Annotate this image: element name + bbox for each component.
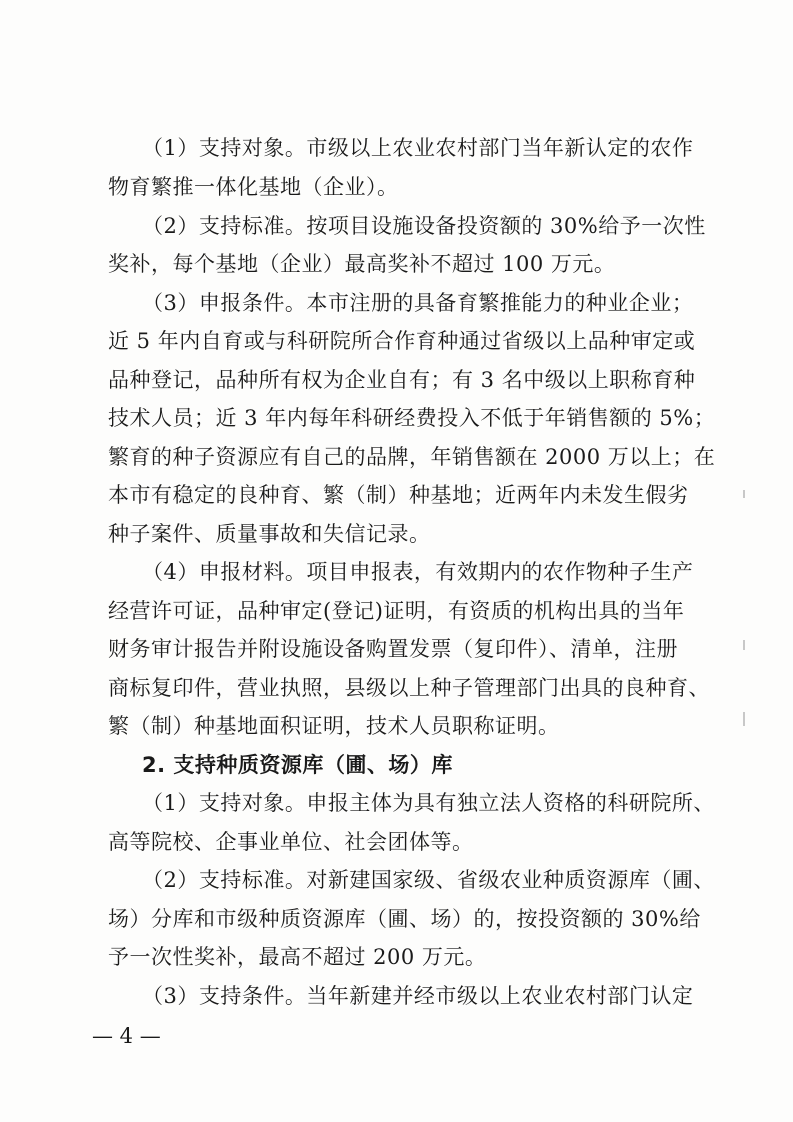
- para-6-line-3: 予一次性奖补，最高不超过 200 万元。: [108, 945, 487, 969]
- para-6-line-1: （2）支持标准。对新建国家级、省级农业种质资源库（圃、: [142, 868, 715, 892]
- para-4-line-3: 财务审计报告并附设施设备购置发票（复印件）、清单，注册: [108, 637, 678, 661]
- para-5-line-2: 高等院校、企事业单位、社会团体等。: [108, 830, 474, 854]
- para-2-line-2: 奖补，每个基地（企业）最高奖补不超过 100 万元。: [108, 252, 616, 276]
- para-2-line-1: （2）支持标准。按项目设施设备投资额的 30%给予一次性: [142, 214, 706, 238]
- para-4-line-4: 商标复印件，营业执照，县级以上种子管理部门出具的良种育、: [108, 676, 710, 700]
- para-3-line-5: 繁育的种子资源应有自己的品牌，年销售额在 2000 万以上；在: [108, 445, 716, 469]
- para-3-line-3: 品种登记，品种所有权为企业自有；有 3 名中级以上职称育种: [108, 368, 696, 392]
- para-3-line-1: （3）申报条件。本市注册的具备育繁推能力的种业企业；: [142, 291, 694, 315]
- scan-artifact: [743, 712, 745, 726]
- section-heading: 2. 支持种质资源库（圃、场）库: [142, 753, 453, 777]
- scan-artifact: [743, 490, 745, 498]
- page-number: — 4 —: [92, 1024, 161, 1048]
- para-4-line-5: 繁（制）种基地面积证明，技术人员职称证明。: [108, 714, 560, 738]
- para-3-line-2: 近 5 年内自育或与科研院所合作育种通过省级以上品种审定或: [108, 329, 696, 353]
- para-3-line-4: 技术人员；近 3 年内每年科研经费投入不低于年销售额的 5%；: [108, 406, 716, 430]
- scan-artifact: [743, 640, 745, 650]
- para-7-line-1: （3）支持条件。当年新建并经市级以上农业农村部门认定: [142, 984, 694, 1008]
- para-6-line-2: 场）分库和市级种质资源库（圃、场）的，按投资额的 30%给: [108, 907, 701, 931]
- para-4-line-1: （4）申报材料。项目申报表，有效期内的农作物种子生产: [142, 560, 694, 584]
- para-1-line-1: （1）支持对象。市级以上农业农村部门当年新认定的农作: [142, 136, 694, 160]
- para-3-line-7: 种子案件、质量事故和失信记录。: [108, 522, 431, 546]
- para-4-line-2: 经营许可证，品种审定(登记)证明，有资质的机构出具的当年: [108, 599, 685, 623]
- para-5-line-1: （1）支持对象。申报主体为具有独立法人资格的科研院所、: [142, 791, 715, 815]
- para-3-line-6: 本市有稳定的良种育、繁（制）种基地；近两年内未发生假劣: [108, 483, 689, 507]
- para-1-line-2: 物育繁推一体化基地（企业）。: [108, 175, 399, 199]
